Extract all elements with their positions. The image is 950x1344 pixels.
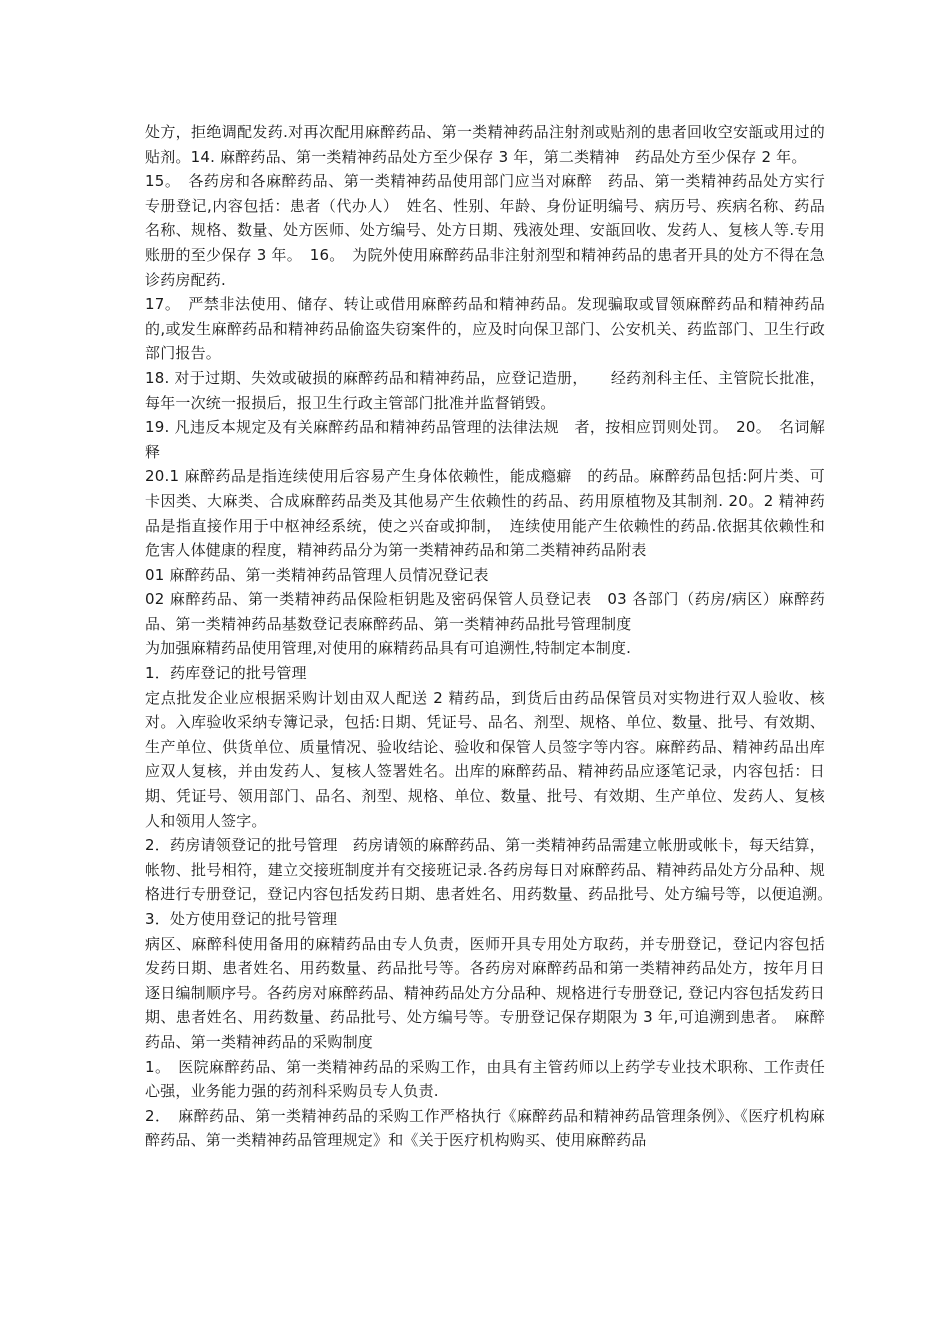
- paragraph-penalties: 19. 凡违反本规定及有关麻醉药品和精神药品管理的法律法规 者，按相应罚则处罚。 20。 名词解释: [145, 418, 825, 461]
- paragraph-batch-intro: 为加强麻精药品使用管理,对使用的麻精药品具有可追溯性,特制定本制度.: [145, 639, 632, 658]
- appendix-item-01: 01 麻醉药品、第一类精神药品管理人员情况登记表: [145, 565, 489, 584]
- paragraph-definitions: 20.1 麻醉药品是指连续使用后容易产生身体依赖性，能成瘾癖 的药品。麻醉药品包括:阿片类、可卡因类、大麻类、合成麻醉药品类及其他易产生依赖性的药品、药用原植物及其制剂. 20。2 精神药品是指直接作用于中枢神经系统，使之兴奋或抑制， 连续使用能产生依赖性的药品.依据其依赖性和危害人体健康的程度，精神药品分为第一类精神药品和第二类精神药品附表: [145, 467, 825, 560]
- paragraph-prescription-retention: 处方，拒绝调配发药.对再次配用麻醉药品、第一类精神药品注射剂或贴剂的患者回收空安瓿或用过的贴剂。14. 麻醉药品、第一类精神药品处方至少保存 3 年，第二类精神 药品处方至少保存 2 年。: [145, 123, 825, 166]
- paragraph-warehouse-batch: 定点批发企业应根据采购计划由双人配送 2 精药品，到货后由药品保管员对实物进行双人验收、核对。入库验收采纳专簿记录，包括:日期、凭证号、品名、剂型、规格、单位、数量、批号、有效期、生产单位、供货单位、质量情况、验收结论、验收和保管人员签字等内容。麻醉药品、精神药品出库应双人复核，并由发药人、复核人签署姓名。出库的麻醉药品、精神药品应逐笔记录，内容包括：日期、凭证号、领用部门、品名、剂型、规格、单位、数量、批号、有效期、生产单位、发药人、复核人和领用人签字。: [145, 688, 825, 830]
- paragraph-procurement-1: 1。 医院麻醉药品、第一类精神药品的采购工作，由具有主管药师以上药学专业技术职称、工作责任心强，业务能力强的药剂科采购员专人负责.: [145, 1057, 825, 1101]
- paragraph-expired-drugs: 18. 对于过期、失效或破损的麻醉药品和精神药品，应登记造册， 经药剂科主任、主管院长批准，每年一次统一报损后，报卫生行政主管部门批准并监督销毁。: [145, 368, 825, 412]
- paragraph-illegal-use: 17。 严禁非法使用、储存、转让或借用麻醉药品和精神药品。发现骗取或冒领麻醉药品和精神药品的,或发生麻醉药品和精神药品偷盗失窃案件的，应及时向保卫部门、公安机关、药监部门、卫生行政部门报告。: [145, 295, 825, 363]
- paragraph-pharmacy-batch: 2．药房请领登记的批号管理 药房请领的麻醉药品、第一类精神药品需建立帐册或帐卡，每天结算，帐物、批号相符，建立交接班制度并有交接班记录.各药房每日对麻醉药品、精神药品处方分品种、规格进行专册登记，登记内容包括发药日期、患者姓名、用药数量、药品批号、处方编号等，以便追溯。 3．处方使用登记的批号管理: [145, 836, 841, 928]
- appendix-item-02-03: 02 麻醉药品、第一类精神药品保险柜钥匙及密码保管人员登记表 03 各部门（药房/病区）麻醉药品、第一类精神药品基数登记表麻醉药品、第一类精神药品批号管理制度: [145, 590, 825, 633]
- paragraph-procurement-2: 2． 麻醉药品、第一类精神药品的采购工作严格执行《麻醉药品和精神药品管理条例》、《医疗机构麻醉药品、第一类精神药品管理规定》和《关于医疗机构购买、使用麻醉药品: [145, 1106, 825, 1150]
- paragraph-ward-batch: 病区、麻醉科使用备用的麻精药品由专人负责，医师开具专用处方取药，并专册登记，登记内容包括发药日期、患者姓名、用药数量、药品批号等。各药房对麻醉药品和第一类精神药品处方，按年月日逐日编制顺序号。各药房对麻醉药品、精神药品处方分品种、规格进行专册登记, 登记内容包括发药日期、患者姓名、用药数量、药品批号、处方编号等。专册登记保存期限为 3 年,可追溯到患者。 麻醉药品、第一类精神药品的采购制度: [145, 934, 825, 1051]
- document-body: [145, 120, 841, 1153]
- paragraph-registration: 15。 各药房和各麻醉药品、第一类精神药品使用部门应当对麻醉 药品、第一类精神药品处方实行专册登记,内容包括：患者（代办人） 姓名、性别、年龄、身份证明编号、病历号、疾病名称、药品名称、规格、数量、处方医师、处方编号、处方日期、残液处理、安瓿回收、发药人、复核人等.专用账册的至少保存 3 年。 16。 为院外使用麻醉药品非注射剂型和精神药品的患者开具的处方不得在急诊药房配药.: [145, 172, 825, 289]
- heading-warehouse-batch: 1．药库登记的批号管理: [145, 664, 307, 683]
